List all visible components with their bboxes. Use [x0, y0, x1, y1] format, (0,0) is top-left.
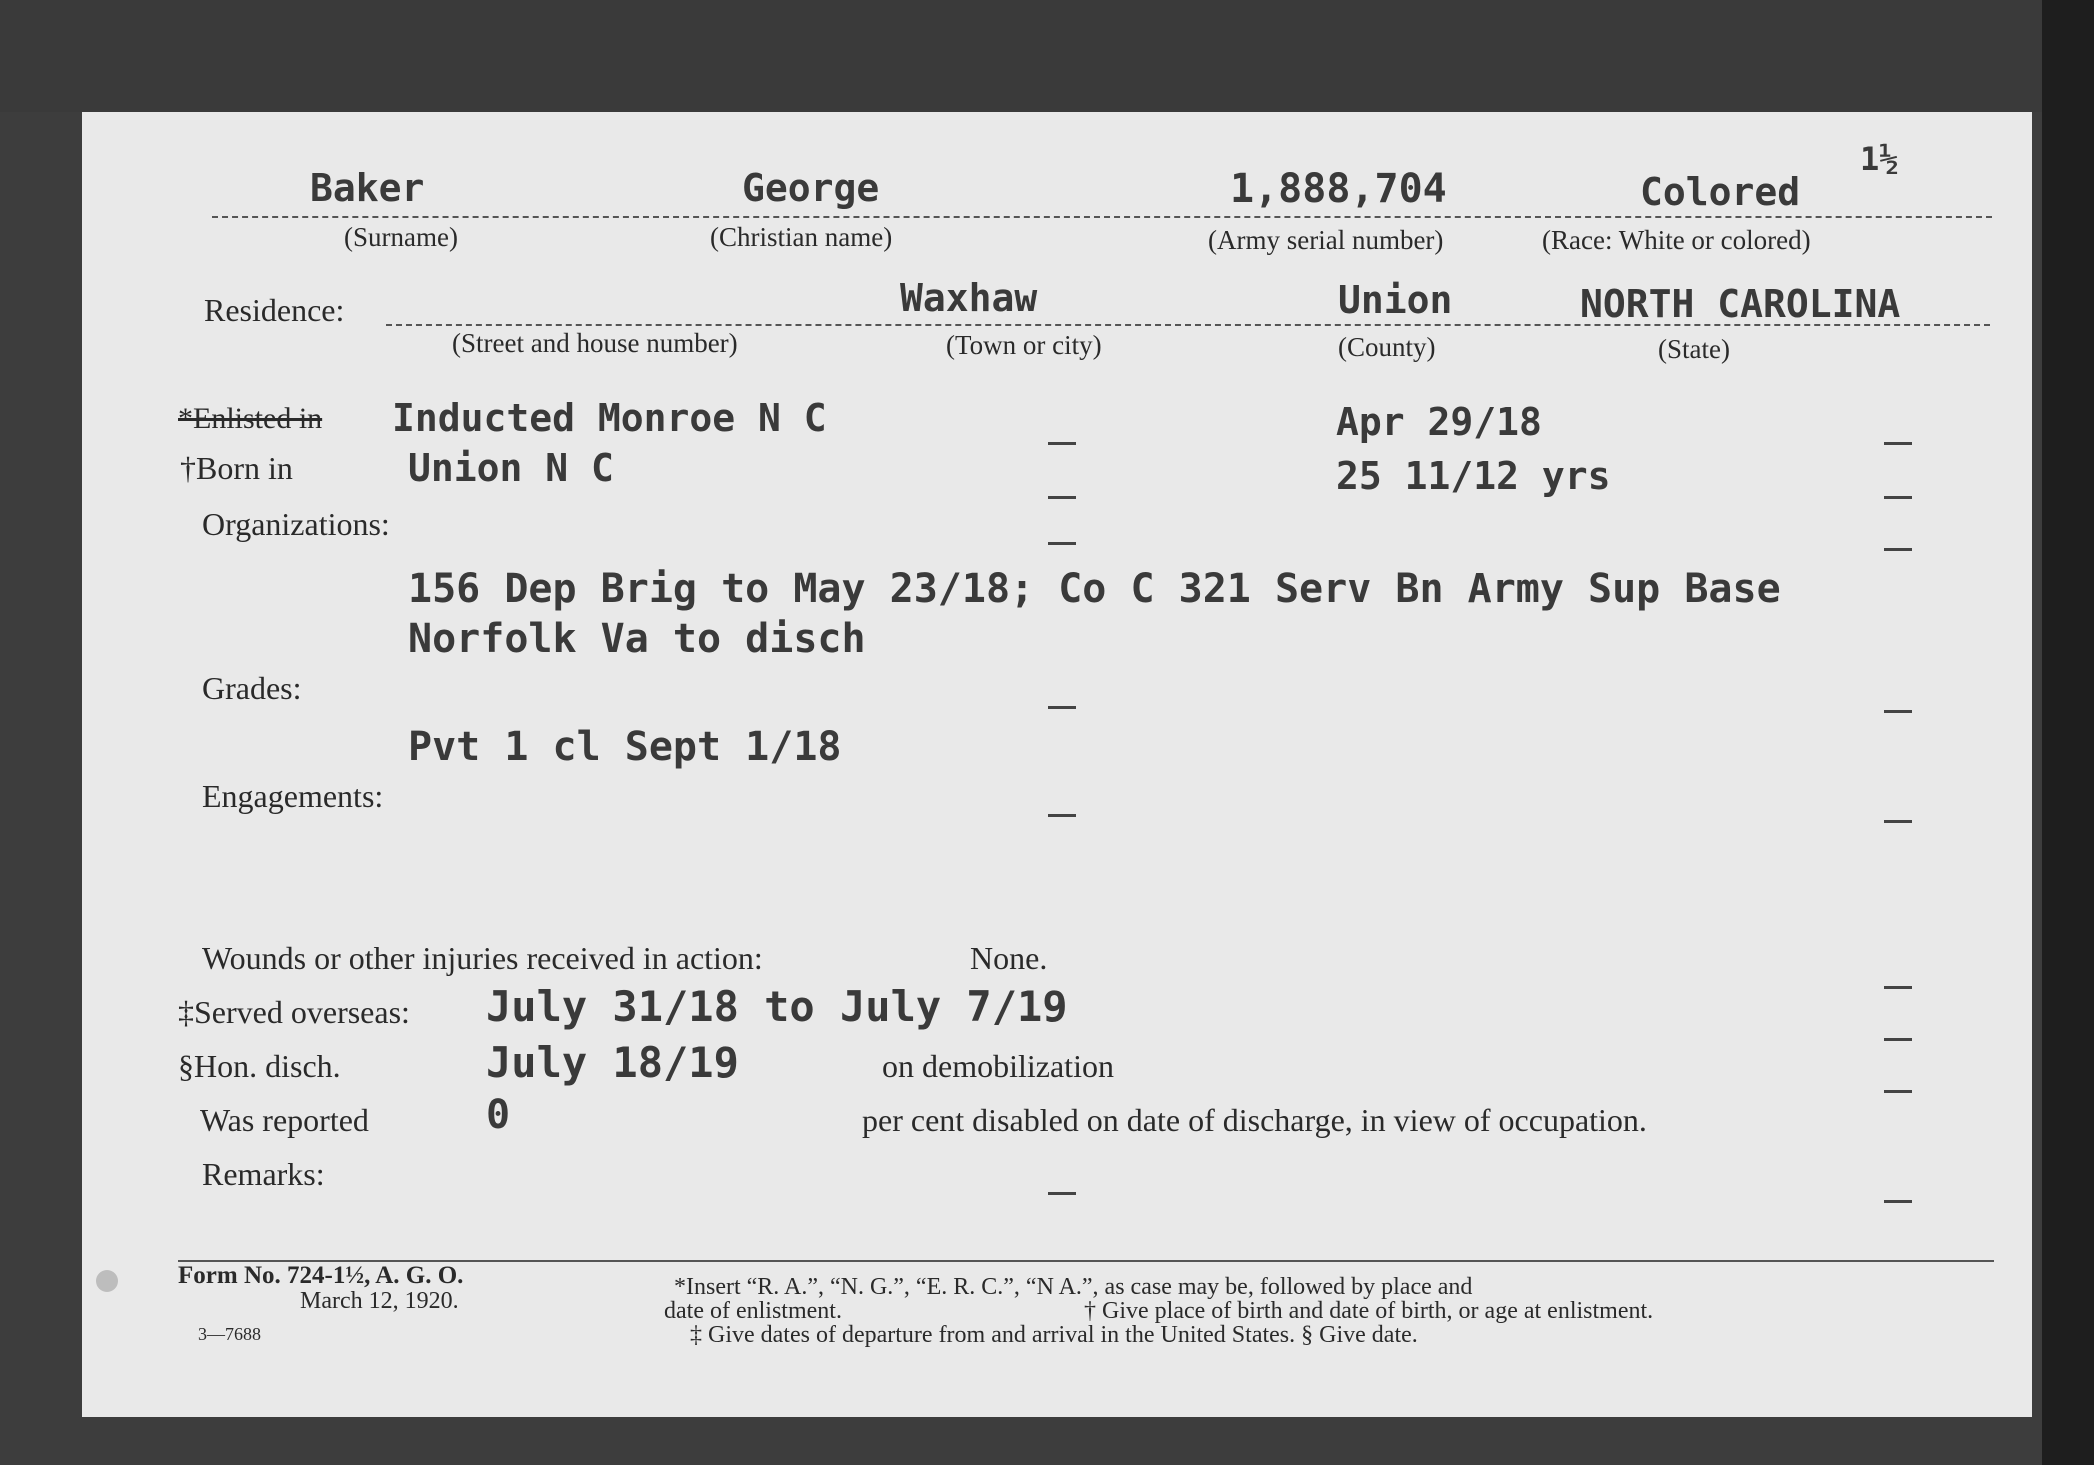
residence-town-value: Waxhaw [900, 276, 1038, 320]
footnote-1a: *Insert “R. A.”, “N. G.”, “E. R. C.”, “N A.”, as case may be, followed by place and [674, 1274, 1473, 1300]
rule-tick [1048, 814, 1076, 817]
serial-number-caption: (Army serial number) [1208, 225, 1444, 255]
overseas-value: July 31/18 to July 7/19 [486, 982, 1068, 1031]
street-caption: (Street and house number) [452, 328, 738, 358]
rule-tick [1884, 1038, 1912, 1041]
form-number: Form No. 724-1½, A. G. O. [178, 1262, 464, 1289]
overseas-label: ‡Served overseas: [178, 994, 410, 1030]
state-caption: (State) [1658, 334, 1730, 364]
christian-name-value: George [742, 166, 880, 210]
residence-label: Residence: [204, 292, 345, 328]
organizations-line-2: Norfolk Va to disch [408, 616, 866, 662]
enlisted-value: Inducted Monroe N C [392, 396, 827, 440]
disability-label: Was reported [200, 1102, 369, 1138]
enlisted-date: Apr 29/18 [1336, 400, 1542, 444]
footnote-1b: date of enlistment. [664, 1298, 842, 1324]
county-caption: (County) [1338, 332, 1436, 362]
rule-tick [1884, 820, 1912, 823]
wounds-value: None. [970, 940, 1048, 976]
birth-place: Union N C [408, 446, 614, 490]
rule-tick [1048, 442, 1076, 445]
race-caption: (Race: White or colored) [1542, 225, 1811, 255]
grades-value: Pvt 1 cl Sept 1/18 [408, 724, 842, 770]
rule-tick [1884, 986, 1912, 989]
rule-tick [1884, 710, 1912, 713]
wounds-label: Wounds or other injuries received in action: [202, 940, 763, 976]
rule-tick [1884, 442, 1912, 445]
footnote-3: ‡ Give dates of departure from and arrival in the United States. § Give date. [690, 1322, 1418, 1348]
disability-text: per cent disabled on date of discharge, in view of occupation. [862, 1102, 1647, 1138]
rule-tick [1884, 1200, 1912, 1203]
discharge-date: July 18/19 [486, 1038, 739, 1087]
header-rule [212, 216, 1992, 218]
discharge-label: §Hon. disch. [178, 1048, 341, 1084]
born-label: †Born in [180, 450, 293, 486]
corner-number: 1½ [1860, 140, 1899, 178]
birth-age: 25 11/12 yrs [1336, 454, 1611, 498]
rule-tick [1048, 496, 1076, 499]
disability-value: 0 [486, 1092, 511, 1138]
rule-tick [1884, 496, 1912, 499]
remarks-label: Remarks: [202, 1156, 325, 1192]
scanner-background-right [2042, 0, 2094, 1465]
residence-state-value: NORTH CAROLINA [1580, 282, 1901, 326]
town-caption: (Town or city) [946, 330, 1102, 360]
rule-tick [1884, 548, 1912, 551]
service-record-card [82, 112, 2032, 1417]
print-code: 3—7688 [198, 1324, 261, 1344]
rule-tick [1048, 542, 1076, 545]
rule-tick [1884, 1090, 1912, 1093]
surname-value: Baker [310, 166, 425, 210]
surname-caption: (Surname) [344, 222, 458, 252]
residence-rule [386, 324, 1990, 326]
paper-blot [96, 1270, 118, 1292]
engagements-label: Engagements: [202, 778, 384, 814]
discharge-note: on demobilization [882, 1048, 1114, 1084]
enlisted-label: *Enlisted in [178, 402, 323, 435]
grades-label: Grades: [202, 670, 302, 706]
footnote-2: † Give place of birth and date of birth, or age at enlistment. [1084, 1298, 1654, 1324]
rule-tick [1048, 1192, 1076, 1195]
form-date: March 12, 1920. [300, 1288, 459, 1314]
residence-county-value: Union [1338, 278, 1453, 322]
christian-name-caption: (Christian name) [710, 222, 893, 252]
rule-tick [1048, 706, 1076, 709]
organizations-label: Organizations: [202, 506, 390, 542]
scanner-background-top [0, 0, 2094, 112]
organizations-line-1: 156 Dep Brig to May 23/18; Co C 321 Serv Bn Army Sup Base [408, 566, 1781, 612]
serial-number-value: 1,888,704 [1230, 166, 1447, 212]
race-value: Colored [1640, 170, 1801, 214]
